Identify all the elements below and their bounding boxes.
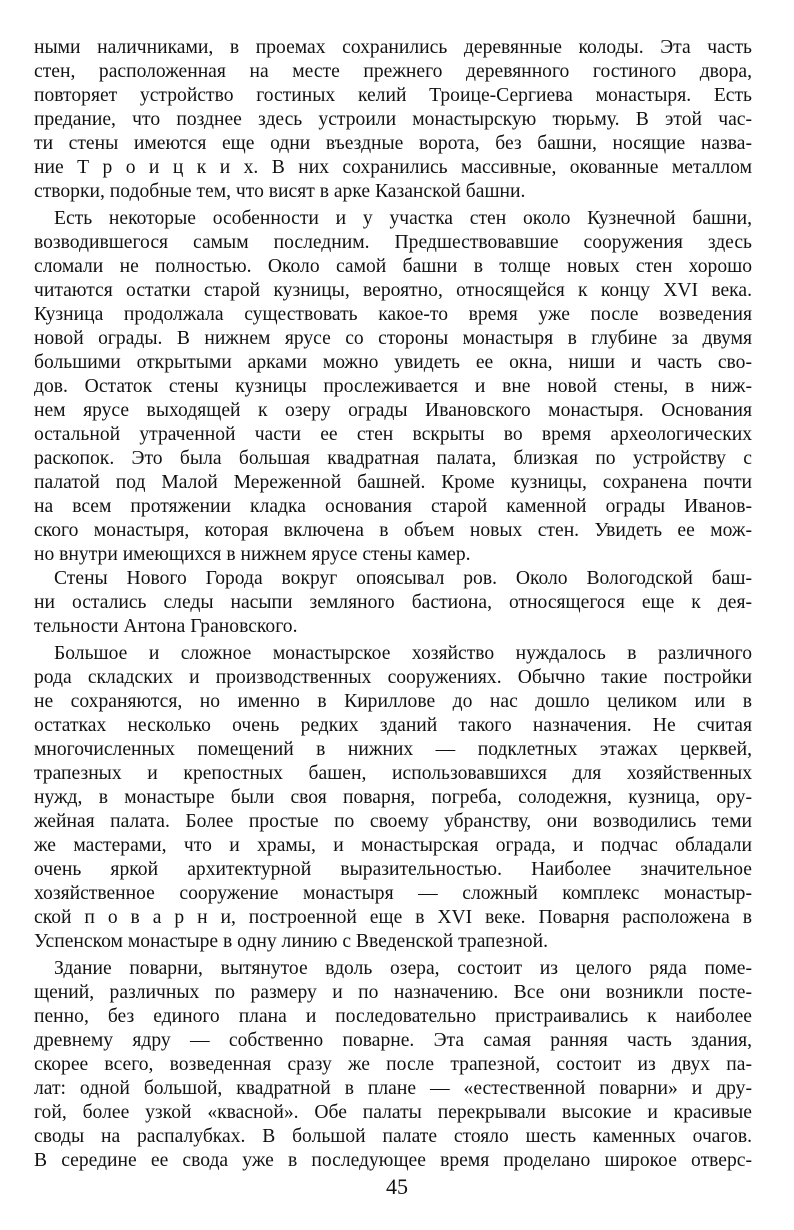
text-line: предание, что позднее здесь устроили монастырскую тюрьму. В этой час- bbox=[34, 109, 752, 130]
text-line: древнему ядру — собственно поварне. Эта самая ранняя часть здания, bbox=[34, 1030, 752, 1051]
text-line: ни остались следы насыпи земляного бастиона, относящегося еще к дея- bbox=[34, 592, 752, 613]
text-line: не сохраняются, но именно в Кириллове до нас дошло целиком или в bbox=[34, 691, 752, 712]
text-line: же мастерами, что и храмы, и монастырская ограда, и подчас обладали bbox=[34, 835, 752, 856]
text-line: Большое и сложное монастырское хозяйство нуждалось в различного bbox=[54, 643, 752, 664]
text-line: стен, расположенная на месте прежнего деревянного гостиного двора, bbox=[34, 61, 752, 82]
text-line: остатках несколько очень редких зданий такого назначения. Не считая bbox=[34, 715, 752, 736]
text-line: Кузница продолжала существовать какое-то время уже после возведения bbox=[34, 304, 752, 325]
text-line: щений, различных по размеру и по назначению. Все они возникли посте- bbox=[34, 982, 752, 1003]
text-line: раскопок. Это была большая квадратная палата, близкая по устройству с bbox=[34, 448, 752, 469]
text-line: сломали не полностью. Около самой башни в толще новых стен хорошо bbox=[34, 256, 752, 277]
text-line: дов. Остаток стены кузницы прослеживается и вне новой стены, в ниж- bbox=[34, 376, 752, 397]
text-line: тельности Антона Грановского. bbox=[34, 616, 298, 637]
text-line: ского монастыря, которая включена в объем новых стен. Увидеть ее мож- bbox=[34, 520, 752, 541]
text-line: ние Т р о и ц к и х. В них сохранились массивные, окованные металлом bbox=[34, 157, 752, 178]
text-line: большими открытыми арками можно увидеть ее окна, ниши и часть сво- bbox=[34, 352, 752, 373]
text-line: на всем протяжении кладка основания старой каменной ограды Иванов- bbox=[34, 496, 752, 517]
text-line: пенно, без единого плана и последовательно пристраивались к наиболее bbox=[34, 1006, 752, 1027]
text-line: своды на распалубках. В большой палате стояло шесть каменных очагов. bbox=[34, 1126, 752, 1147]
text-line: трапезных и крепостных башен, использовавшихся для хозяйственных bbox=[34, 763, 752, 784]
text-line: многочисленных помещений в нижних — подклетных этажах церквей, bbox=[34, 739, 752, 760]
text-line: повторяет устройство гостиных келий Троице-Сергиева монастыря. Есть bbox=[34, 85, 752, 106]
text-line: нужд, в монастыре были своя поварня, погреба, солодежня, кузница, ору- bbox=[34, 787, 752, 808]
text-line: жейная палата. Более простые по своему убранству, они возводились теми bbox=[34, 811, 752, 832]
text-line: хозяйственное сооружение монастыря — сложный комплекс монастыр- bbox=[34, 883, 752, 904]
text-line: скорее всего, возведенная сразу же после трапезной, состоит из двух па- bbox=[34, 1054, 752, 1075]
text-line: возводившегося самым последним. Предшествовавшие сооружения здесь bbox=[34, 232, 752, 253]
text-line: лат: одной большой, квадратной в плане — «естественной поварни» и дру- bbox=[34, 1078, 752, 1099]
text-line: читаются остатки старой кузницы, вероятно, относящейся к концу XVI века. bbox=[34, 280, 752, 301]
text-line: гой, более узкой «квасной». Обе палаты перекрывали высокие и красивые bbox=[34, 1102, 752, 1123]
text-line: палатой под Малой Мереженной башней. Кроме кузницы, сохранена почти bbox=[34, 472, 752, 493]
text-line: Есть некоторые особенности и у участка стен около Кузнечной башни, bbox=[54, 208, 752, 229]
text-line: Здание поварни, вытянутое вдоль озера, состоит из целого ряда поме- bbox=[54, 958, 752, 979]
text-line: Успенском монастыре в одну линию с Введенской трапезной. bbox=[34, 931, 548, 952]
text-line: В середине ее свода уже в последующее время проделано широкое отверс- bbox=[34, 1150, 752, 1171]
text-line: ными наличниками, в проемах сохранились деревянные колоды. Эта часть bbox=[34, 37, 752, 58]
text-line: створки, подобные тем, что висят в арке Казанской башни. bbox=[34, 181, 526, 202]
text-line: рода складских и производственных сооружениях. Обычно такие постройки bbox=[34, 667, 752, 688]
text-line: новой ограды. В нижнем ярусе со стороны монастыря в глубине за двумя bbox=[34, 328, 752, 349]
text-line: но внутри имеющихся в нижнем ярусе стены камер. bbox=[34, 544, 471, 565]
text-line: остальной утраченной части ее стен вскрыты во время археологических bbox=[34, 424, 752, 445]
text-line: очень яркой архитектурной выразительностью. Наиболее значительное bbox=[34, 859, 752, 880]
text-line: ской п о в а р н и, построенной еще в XVI веке. Поварня расположена в bbox=[34, 907, 752, 928]
page-number: 45 bbox=[386, 1174, 408, 1199]
text-line: ти стены имеются еще одни въездные ворота, без башни, носящие назва- bbox=[34, 133, 752, 154]
text-line: Стены Нового Города вокруг опоясывал ров. Около Вологодской баш- bbox=[54, 568, 752, 589]
text-line: нем ярусе выходящей к озеру ограды Ивановского монастыря. Основания bbox=[34, 400, 752, 421]
